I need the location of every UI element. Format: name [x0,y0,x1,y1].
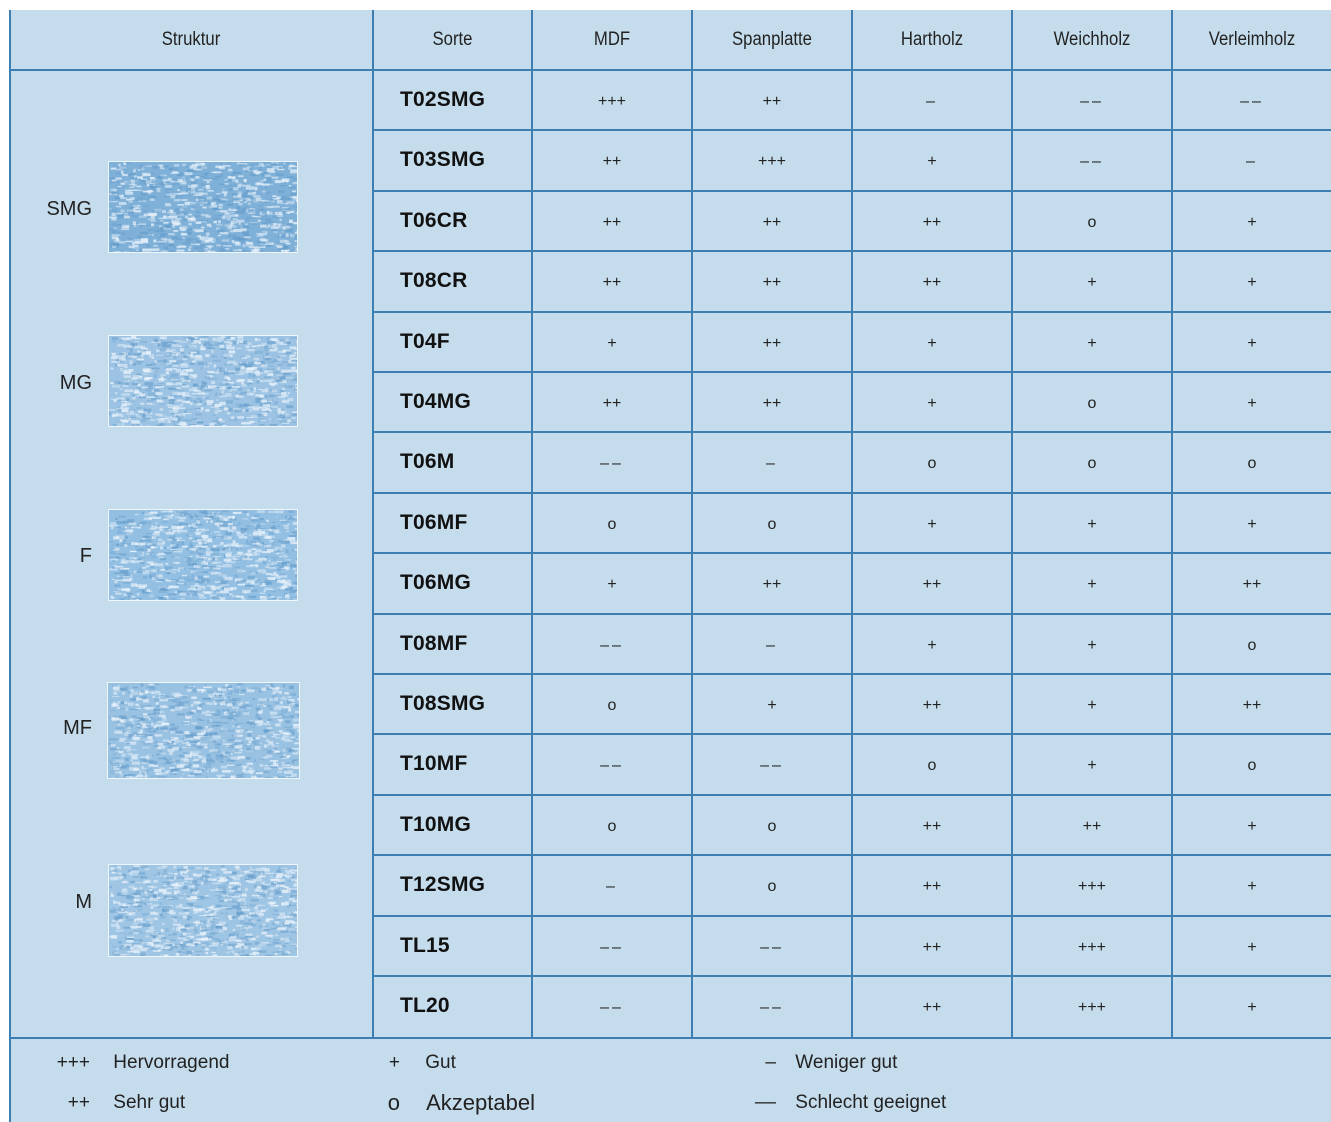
row-rule [372,311,1331,313]
row-rule [372,733,1331,735]
header-hartholz: Hartholz [900,29,964,50]
rating-cell: ++ [762,213,782,231]
header-mdf: MDF [593,29,631,50]
row-rule [372,371,1331,373]
grade-label: T12SMG [400,873,486,897]
row-rule [372,250,1331,252]
structure-swatch-smg [108,161,298,253]
rating-cell: + [1247,274,1257,292]
rating-cell: o [927,757,937,775]
rating-cell: – [606,878,618,896]
grade-label: T10MF [400,752,468,776]
grade-label: T06CR [400,208,468,232]
rating-cell: + [1247,395,1257,412]
rating-cell: + [1247,938,1257,956]
rating-cell: ++ [602,153,622,171]
rating-cell: ++ [922,213,942,231]
rating-cell: ++ [922,878,942,896]
rating-cell: o [1087,455,1097,473]
rating-cell: – [1246,153,1258,171]
rating-cell: o [1247,636,1257,654]
legend-text: Weniger gut [795,1052,898,1073]
rating-cell: + [1247,334,1257,352]
legend-item [50,1052,229,1074]
compatibility-table [10,10,1331,1122]
row-rule [372,431,1331,433]
rating-cell: –– [760,999,784,1016]
structure-label-f: F [79,545,92,567]
rating-cell: ++ [762,274,782,292]
grade-label: T06MF [400,510,468,534]
legend-item [370,1090,535,1116]
rating-cell: o [1247,455,1257,473]
rating-cell: +++ [1077,999,1107,1016]
rating-cell: –– [600,757,624,775]
grade-label: TL20 [400,994,450,1017]
rating-cell: + [927,636,937,654]
header-sorte: Sorte [432,29,473,50]
rating-cell: + [1087,515,1097,533]
rating-cell: –– [600,999,624,1016]
structure-swatch-m [108,864,298,957]
legend-text: Akzeptabel [426,1090,535,1115]
header-spanplatte: Spanplatte [732,29,812,50]
rating-cell: + [1247,213,1257,231]
rating-cell: +++ [597,93,627,110]
grade-label: T02SMG [400,88,486,111]
rating-cell: + [1087,334,1097,352]
rating-cell: ++ [1242,576,1262,594]
grade-label: T10MG [400,812,472,836]
rating-cell: –– [1080,153,1104,171]
header-struktur: Struktur [161,29,221,50]
rating-cell: –– [1080,93,1104,110]
legend-text: Hervorragend [113,1052,230,1073]
header-verleimholz: Verleimholz [1208,29,1296,50]
rating-cell: o [1247,757,1257,775]
row-rule [372,915,1331,917]
abrasive-texture-image [109,510,297,600]
grade-label: T06M [400,450,455,474]
row-rule [372,492,1331,494]
legend-text: Sehr gut [113,1092,186,1113]
rating-cell: o [607,697,617,714]
rating-cell: ++ [922,576,942,594]
grade-label: T06MG [400,571,472,595]
legend-symbol: o [387,1090,400,1115]
rating-cell: +++ [757,153,787,171]
grade-label: T04F [400,329,450,353]
rating-cell: o [607,515,617,533]
grade-label: T03SMG [400,148,486,172]
legend-symbol: –– [754,1092,776,1113]
abrasive-texture-image [109,162,297,252]
rating-cell: ++ [1242,697,1262,714]
rating-cell: –– [760,938,784,956]
abrasive-texture-image [108,683,299,778]
rating-cell: + [607,576,617,594]
rating-cell: – [766,455,778,473]
structure-swatch-mg [108,335,298,427]
grade-label: T04MG [400,390,472,413]
rating-cell: – [926,93,938,110]
legend-text: Schlecht geeignet [795,1092,947,1113]
rating-cell: + [1087,757,1097,775]
row-rule [372,190,1331,192]
legend-symbol: + [388,1052,400,1073]
rating-cell: +++ [1077,938,1107,956]
abrasive-texture-image [109,865,297,956]
row-rule [372,854,1331,856]
rating-cell: o [607,817,617,835]
rating-cell: ++ [922,938,942,956]
rating-cell: o [1087,395,1097,412]
rating-cell: o [1087,213,1097,231]
rating-cell: ++ [1082,817,1102,835]
rating-cell: + [1247,999,1257,1016]
rating-cell: + [607,334,617,352]
rating-cell: –– [760,757,784,775]
grade-label: T08MF [400,631,468,655]
grade-label: T08CR [400,269,468,293]
row-rule [372,552,1331,554]
rating-cell: + [1087,697,1097,714]
row-rule [372,129,1331,131]
rating-cell: ++ [922,817,942,835]
row-rule [372,613,1331,615]
rating-cell: +++ [1077,878,1107,896]
rating-cell: ++ [602,395,622,412]
row-rule [372,794,1331,796]
rating-cell: + [1247,515,1257,533]
structure-label-mf: MF [63,717,92,739]
rating-cell: ++ [922,697,942,714]
legend-item [740,1092,946,1114]
rating-cell: + [927,395,937,412]
grade-label: T08SMG [400,692,486,715]
rating-cell: –– [600,938,624,956]
legend-item [50,1092,185,1114]
rating-cell: ++ [602,213,622,231]
legend-symbol: – [765,1052,776,1073]
legend-item [740,1052,897,1074]
legend-symbol: ++ [67,1092,90,1113]
structure-swatch-mf [107,682,300,779]
rating-cell: + [1087,576,1097,594]
grade-label: TL15 [400,933,450,957]
legend-symbol: +++ [56,1052,90,1073]
row-rule [372,975,1331,977]
rating-cell: + [927,334,937,352]
abrasive-texture-image [109,336,297,426]
rating-cell: o [927,455,937,473]
rating-cell: – [766,636,778,654]
rating-cell: + [1087,274,1097,292]
rating-cell: + [1087,636,1097,654]
rating-cell: + [1247,878,1257,896]
rating-cell: –– [1240,93,1264,110]
rating-cell: + [1247,817,1257,835]
rating-cell: ++ [922,999,942,1016]
rating-cell: + [927,153,937,171]
legend-item [370,1052,456,1074]
structure-label-smg: SMG [46,198,92,220]
grid-line [372,10,374,1038]
rating-cell: o [767,817,777,835]
rating-cell: + [767,697,777,714]
legend-text: Gut [425,1052,456,1073]
rating-cell: ++ [762,395,782,412]
header-weichholz: Weichholz [1053,29,1131,50]
rating-cell: ++ [602,274,622,292]
rating-cell: –– [600,455,624,473]
structure-label-m: M [75,891,92,913]
rating-cell: o [767,878,777,896]
rating-cell: –– [600,636,624,654]
rating-cell: ++ [762,576,782,594]
structure-label-mg: MG [59,372,92,394]
structure-swatch-f [108,509,298,601]
rating-cell: o [767,515,777,533]
row-rule [372,673,1331,675]
rating-cell: ++ [762,334,782,352]
rating-cell: ++ [922,274,942,292]
rating-cell: + [927,515,937,533]
rating-cell: ++ [762,93,782,110]
